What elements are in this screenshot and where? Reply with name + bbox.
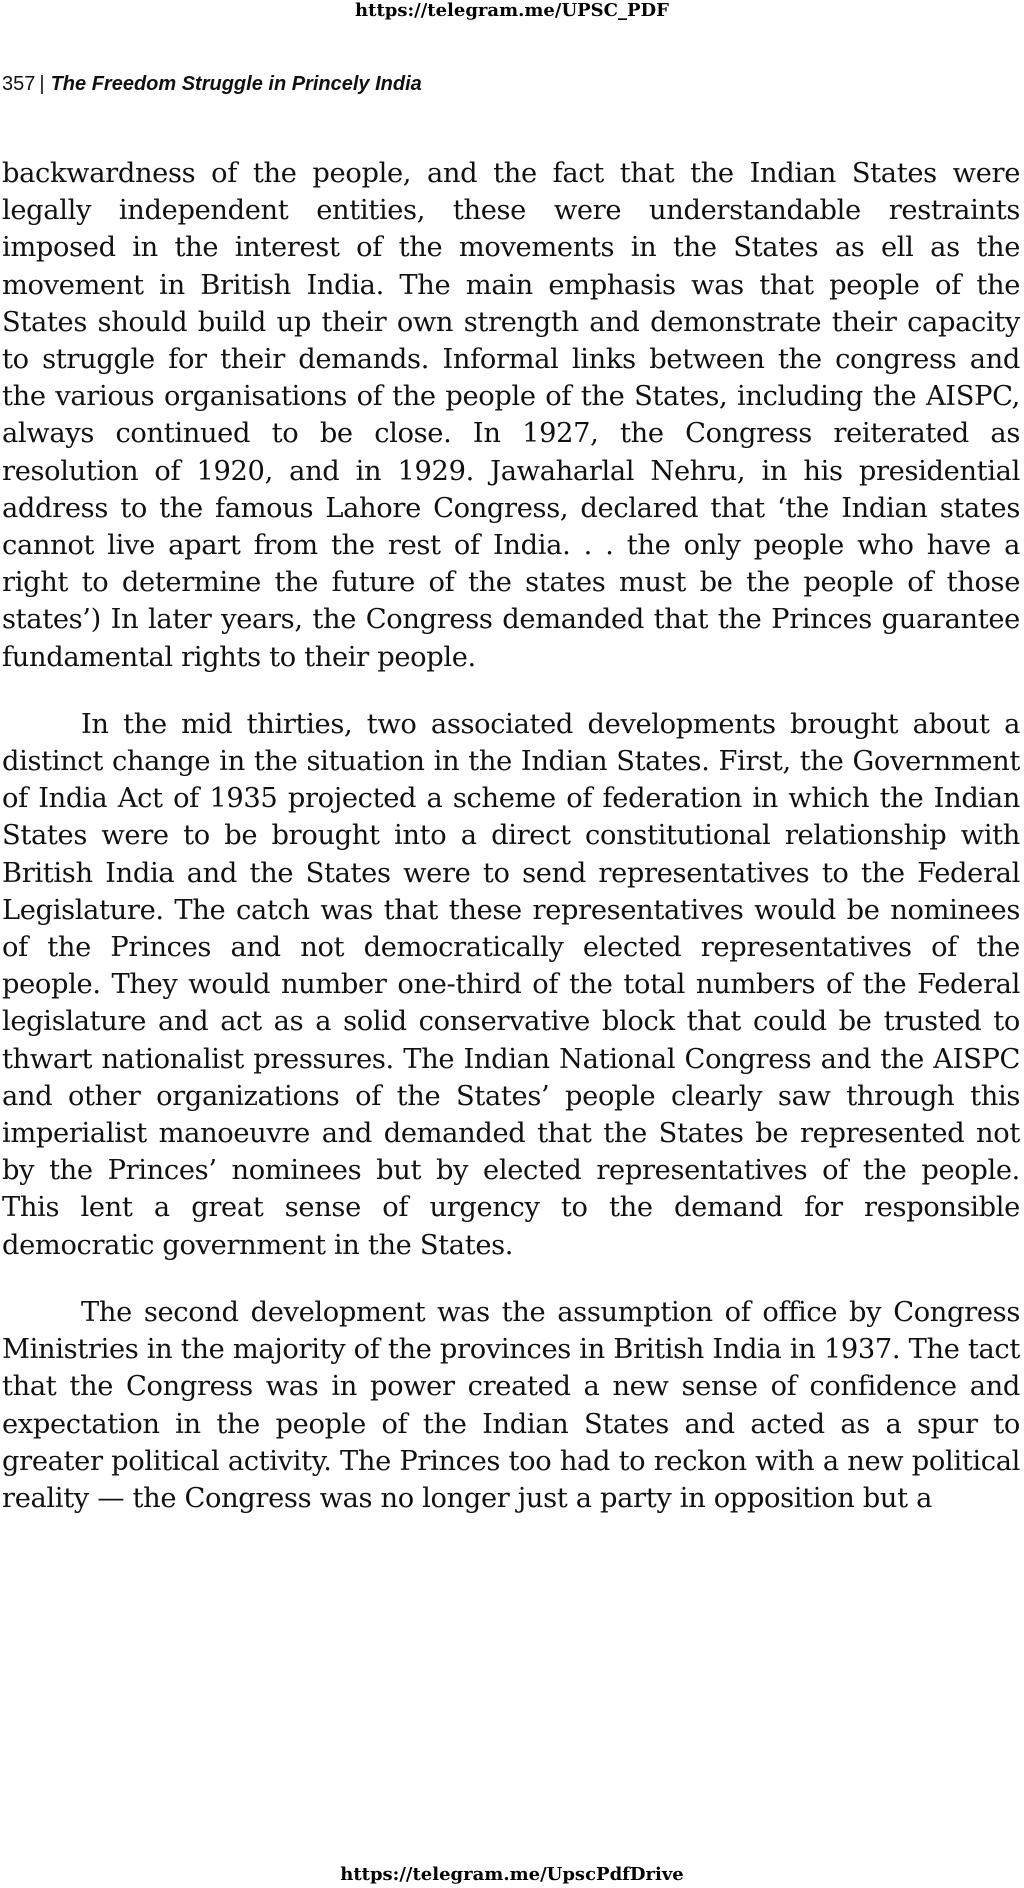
chapter-title: The Freedom Struggle in Princely India	[50, 73, 422, 95]
header-watermark-link[interactable]: https://telegram.me/UPSC_PDF	[355, 0, 669, 21]
footer-watermark-link[interactable]: https://telegram.me/UpscPdfDrive	[340, 1864, 684, 1885]
paragraph-2: In the mid thirties, two associated developments brought about a distinct change in the situation in the Indian States. First, the Government of India Act of 1935 projected a scheme of federation in which the Indian States were to be brought into a direct constitutional relationship with British India and the States were to send representatives to the Federal Legislature. The catch was that these representatives would be nominees of the Princes and not democratically elected representatives of the people. They would number one-third of the total numbers of the Federal legislature and act as a solid conservative block that could be trusted to thwart nationalist pressures. The Indian National Congress and the AISPC and other organizations of the States’ people clearly saw through this imperialist manoeuvre and demanded that the States be represented not by the Princes’ nominees but by elected representatives of the people. This lent a great sense of urgency to the demand for responsible democratic government in the States.	[2, 708, 1020, 1261]
body-text	[2, 155, 1020, 1517]
paragraph-3: The second development was the assumption of office by Congress Ministries in the majority of the provinces in British India in 1937. The tact that the Congress was in power created a new sense of confidence and expectation in the people of the Indian States and acted as a spur to greater political activity. The Princes too had to reckon with a new political reality — the Congress was no longer just a party in opposition but a	[2, 1296, 1020, 1514]
running-header	[2, 73, 422, 96]
page-number: 357	[2, 73, 36, 95]
paragraph-1: backwardness of the people, and the fact that the Indian States were legally independent entities, these were understandable restraints imposed in the interest of the movements in the States as ell as the movement in British India. The main emphasis was that people of the States should build up their own strength and demonstrate their capacity to struggle for their demands. Informal links between the congress and the various organisations of the people of the States, including the AISPC, always continued to be close. In 1927, the Congress reiterated as resolution of 1920, and in 1929. Jawaharlal Nehru, in his presidential address to the famous Lahore Congress, declared that ‘the Indian states cannot live apart from the rest of India. . . the only people who have a right to determine the future of the states must be the people of those states’) In later years, the Congress demanded that the Princes guarantee fundamental rights to their people.	[2, 158, 1020, 673]
header-separator: |	[39, 73, 45, 95]
